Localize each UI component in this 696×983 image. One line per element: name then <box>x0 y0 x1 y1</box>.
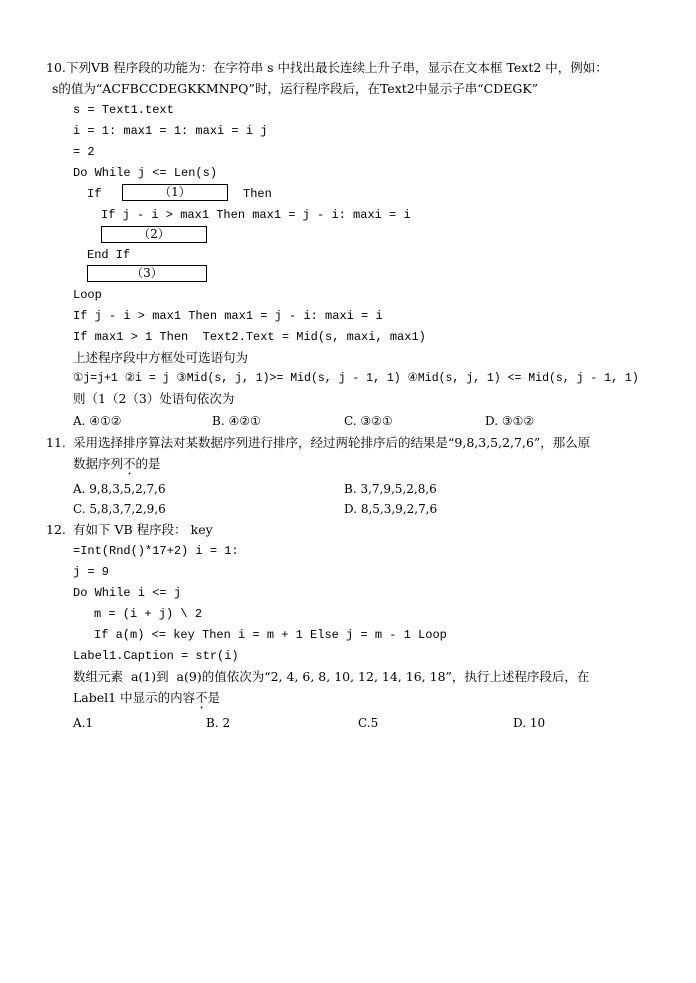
q11-emphasis: 不 <box>123 456 136 471</box>
q10-number: 10. <box>46 60 66 75</box>
q12-stem-part: 是 <box>207 690 221 705</box>
q12-code-line: Do While i <= j <box>73 586 182 600</box>
q12-option-c: C.5 <box>358 716 379 730</box>
q11-stem-part: 的是 <box>135 456 161 471</box>
q11-option-b: B. 3,7,9,5,2,8,6 <box>344 482 437 496</box>
q10-code-line: Loop <box>73 288 102 302</box>
q12-stem-line2: 数组元素 a(1)到 a(9)的值依次为“2, 4, 6, 8, 10, 12, 14, 16, 18”，执行上述程序段后，在 <box>73 669 590 684</box>
q11-option-c: C. 5,8,3,7,2,9,6 <box>73 502 166 516</box>
q12-number: 12. <box>46 522 66 537</box>
q12-option-b: B. 2 <box>206 716 231 730</box>
q10-prompt: 上述程序段中方框处可选语句为 <box>73 350 249 365</box>
q10-blank-1: （1） <box>122 184 228 201</box>
q12-code-line: =Int(Rnd()*17+2) i = 1: <box>73 544 239 558</box>
q10-order-line: 则（1（2（3）处语句依次为 <box>73 391 235 406</box>
q12-code-line: Label1.Caption = str(i) <box>73 649 239 663</box>
q11-option-d: D. 8,5,3,9,2,7,6 <box>344 502 438 516</box>
q11-stem-line1: 采用选择排序算法对某数据序列进行排序，经过两轮排序后的结果是“9,8,3,5,2,7,6”，那么原 <box>73 435 591 450</box>
q12-code-line: m = (i + j) \ 2 <box>94 607 203 621</box>
q12-option-d: D. 10 <box>513 716 546 730</box>
q10-blank-2: （2） <box>101 226 207 243</box>
q12-stem-line1: 有如下 VB 程序段： key <box>73 522 213 537</box>
q10-code-line: s = Text1.text <box>73 103 174 117</box>
q10-code-line: If max1 > 1 Then Text2.Text = Mid(s, maxi, max1) <box>73 330 426 344</box>
q10-code-line: Do While j <= Len(s) <box>73 166 218 180</box>
q10-code-line: End If <box>87 248 131 262</box>
q10-option-d: D. ③①② <box>485 414 535 428</box>
q10-choices-line: ①j=j+1 ②i = j ③Mid(s, j, 1)>= Mid(s, j - 1, 1) ④Mid(s, j, 1) <= Mid(s, j - 1, 1) <box>73 372 639 385</box>
q10-code-line: If j - i > max1 Then max1 = j - i: maxi = i <box>101 208 411 222</box>
q10-code-then: Then <box>243 187 272 201</box>
q11-stem-line2 <box>73 455 161 478</box>
q12-code-line: j = 9 <box>73 565 110 579</box>
q10-code-line: = 2 <box>73 145 95 159</box>
q10-option-b: B. ④②① <box>212 414 261 428</box>
q12-option-a: A.1 <box>73 716 94 730</box>
q11-option-a: A. 9,8,3,5,2,7,6 <box>73 482 166 496</box>
q12-stem-part: Label1 中显示的内容 <box>73 690 196 705</box>
q11-stem-part: 数据序列 <box>73 456 124 471</box>
q11-number: 11. <box>46 435 66 450</box>
q12-stem-line3 <box>73 689 220 712</box>
q10-blank-3: （3） <box>87 265 207 282</box>
q12-emphasis: 不 <box>195 690 208 705</box>
q12-code-line: If a(m) <= key Then i = m + 1 Else j = m - 1 Loop <box>94 628 447 642</box>
q10-code-if: If <box>87 187 102 201</box>
q10-stem-line1: 下列VB 程序段的功能为：在字符串 s 中找出最长连续上升子串，显示在文本框 Text2 中，例如： <box>66 60 608 75</box>
q10-code-line: If j - i > max1 Then max1 = j - i: maxi = i <box>73 309 383 323</box>
q10-option-a: A. ④①② <box>73 414 122 428</box>
q10-stem-line2: s的值为“ACFBCCDEGKKMNPQ”时，运行程序段后，在Text2中显示子串“CDEGK” <box>52 81 539 96</box>
q10-option-c: C. ③②① <box>344 414 393 428</box>
q10-code-line: i = 1: max1 = 1: maxi = i j <box>73 124 268 138</box>
